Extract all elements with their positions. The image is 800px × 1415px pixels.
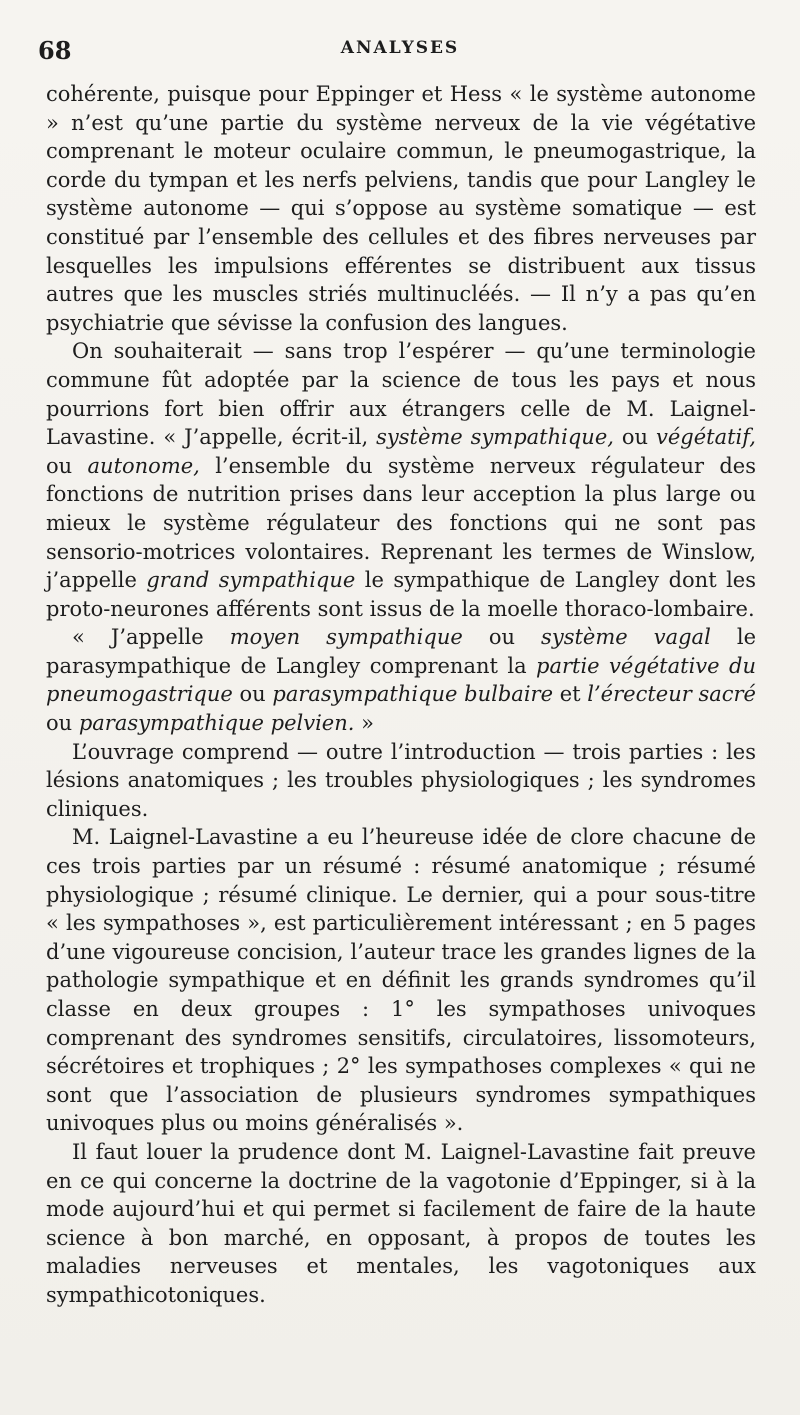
italic-run: système sympathique, [376,425,614,450]
paragraph [46,337,756,623]
page-number: 68 [38,36,72,65]
italic-run: autonome, [87,453,200,478]
text-run: L’ouvrage comprend — outre l’introduction — trois parties : les lésions anatomiques ; les troubles physiologiques ; les syndromes cliniques. [46,739,756,821]
italic-run: parasympathique bulbaire [272,682,554,707]
italic-run: moyen sympathique [229,625,463,650]
text-run: On souhaiterait — sans trop l’espérer — qu’une terminologie commune fût adoptée par la science de tous les pays et nous pourrions fort bien offrir aux étrangers celle de M. Laignel-Lavastine. « J’appelle, écrit-il, [46,339,756,450]
text-run: Il faut louer la prudence dont M. Laignel-Lavastine fait preuve en ce qui concerne la doctrine de la vagotonie d’Eppinger, si à la mode aujourd’hui et qui permet si facilement de faire de la haute science à bon marché, en opposant, à propos de toutes les maladies nerveuses et mentales, les vagotoniques aux sympathicotoniques. [46,1139,756,1307]
text-run: ou [462,625,542,650]
text-run: cohérente, puisque pour Eppinger et Hess « le système autonome » n’est qu’une partie du système nerveux de la vie végétative comprenant le moteur oculaire commun, le pneumogastrique, la corde du tympan et les nerfs pelviens, tandis que pour Langley le système autonome — qui s’oppose au système somatique — est constitué par l’ensemble des cellules et des fibres nerveuses par lesquelles les impulsions efférentes se distribuent aux tissus autres que les muscles striés multinucléés. — Il n’y a pas qu’en psychiatrie que sévisse la confusion des langues. [46,82,756,335]
italic-run: parasympathique pelvien. [78,711,355,736]
italic-run: l’érecteur sacré [587,682,756,707]
italic-run: partie végétative du pneumogastrique [46,653,756,707]
text-run: le sympathique de Langley dont les proto-neurones afférents sont issus de la moelle thoraco-lombaire. [46,568,756,621]
text-run: le parasympathique de Langley comprenant la [46,625,756,678]
paragraph [46,623,756,737]
text-run: « J’appelle [72,625,230,650]
text-run: ou [613,425,656,450]
paragraph [46,1138,756,1310]
page-header [38,36,762,66]
text-run: l’ensemble du système nerveux régulateur des fonctions de nutrition prises dans leur acception la plus large ou mieux le système régulateur des fonctions qui ne sont pas sensorio-motrices volontaires. Reprenant les termes de Winslow, j’appelle [46,453,757,593]
text-run: ou [46,453,88,478]
body-text [46,80,756,1310]
paragraph [46,80,756,337]
text-run: M. Laignel-Lavastine a eu l’heureuse idée de clore chacune de ces trois parties par un résumé : résumé anatomique ; résumé physiologique ; résumé clinique. Le dernier, qui a pour sous-titre « les sympathoses », est particulièrement intéressant ; en 5 pages d’une vigoureuse concision, l’auteur trace les grandes lignes de la pathologie sympathique et en définit les grands syndromes qu’il classe en deux groupes : 1° les sympathoses univoques comprenant des syndromes sensitifs, circulatoires, lissomoteurs, sécrétoires et trophiques ; 2° les sympathoses complexes « qui ne sont que l’association de plusieurs syndromes sympathiques univoques plus ou moins généralisés ». [46,825,756,1136]
italic-run: végétatif, [656,425,756,450]
text-run: » [354,711,374,736]
text-run: et [553,682,588,707]
paragraph [46,823,756,1138]
text-run: ou [46,711,79,736]
italic-run: grand sympathique [146,568,356,593]
italic-run: système vagal [541,625,711,650]
paragraph [46,738,756,824]
running-head: ANALYSES [340,38,460,58]
text-run: ou [232,682,273,707]
